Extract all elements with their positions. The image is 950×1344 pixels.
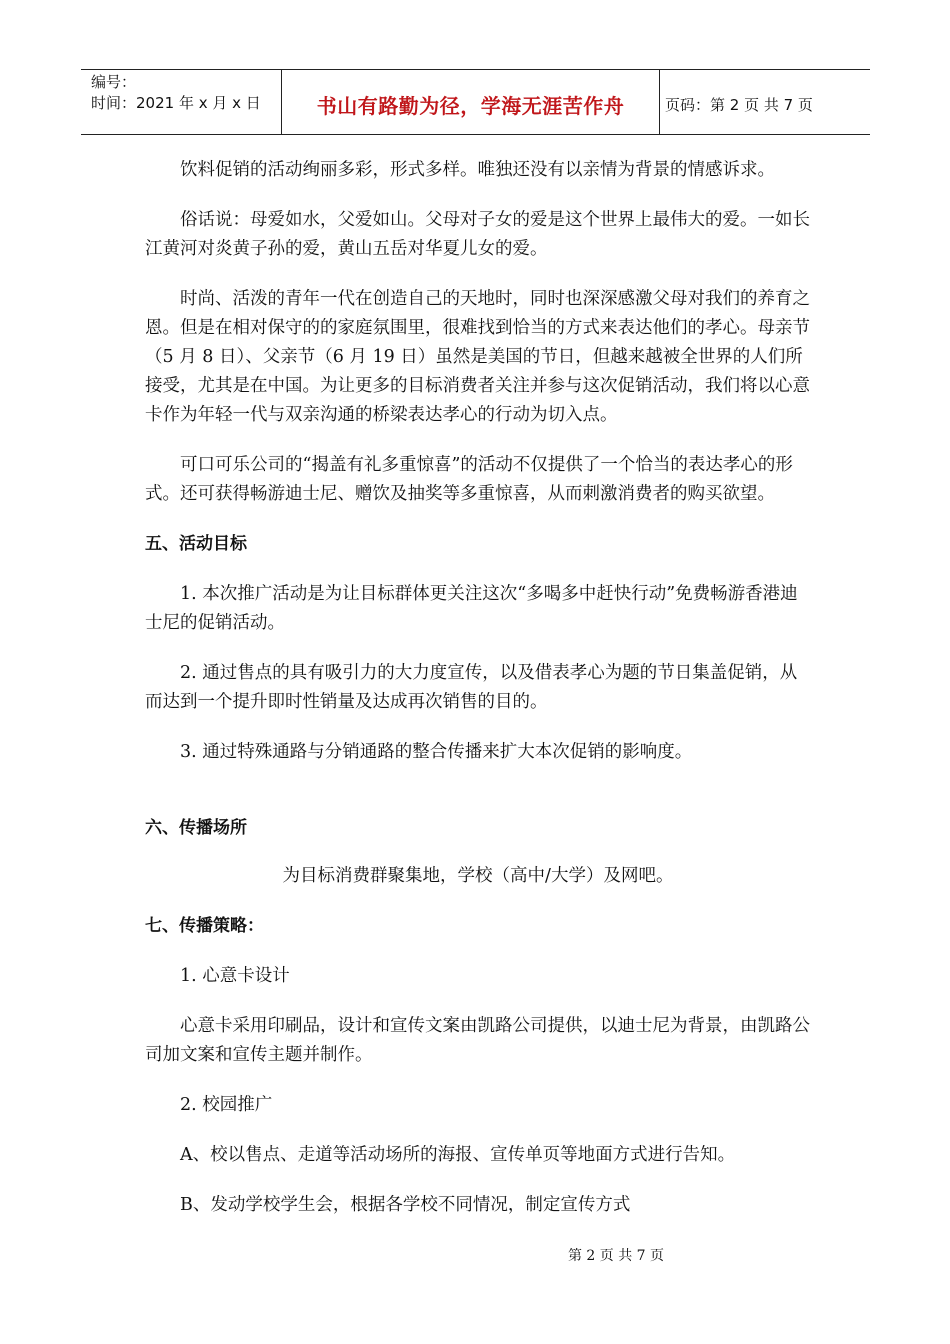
paragraph: 俗话说：母爱如水，父爱如山。父母对子女的爱是这个世界上最伟大的爱。一如长江黄河对炎黄子孙的爱，黄山五岳对华夏儿女的爱。: [145, 210, 810, 259]
page-header: [81, 69, 870, 135]
section-heading: 六、传播场所: [145, 818, 247, 838]
paragraph: 时尚、活泼的青年一代在创造自己的天地时，同时也深深感激父母对我们的养育之恩。但是在相对保守的的家庭氛围里，很难找到恰当的方式来表达他们的孝心。母亲节（5 月 8 日）、父亲节（6 月 19 日）虽然是美国的节日，但越来越被全世界的人们所接受，尤其是在中国。为让更多的目标消费者关注并参与这次促销活动，我们将以心意卡作为年轻一代与双亲沟通的桥梁表达孝心的行动为切入点。: [145, 289, 810, 425]
section-heading: 七、传播策略：: [145, 916, 264, 936]
header-motto-cell: [282, 70, 660, 134]
strategy-item: B、发动学校学生会，根据各学校不同情况，制定宣传方式: [180, 1195, 631, 1215]
header-page-info: 页码：第 2 页 共 7 页: [665, 95, 813, 114]
paragraph: 为目标消费群聚集地，学校（高中/大学）及网吧。: [282, 866, 674, 886]
section-heading: 五、活动目标: [145, 534, 247, 554]
page-footer: 第 2 页 共 7 页: [567, 1248, 665, 1264]
document-number-label: 编号：: [91, 73, 137, 91]
header-motto: 书山有路勤为径，学海无涯苦作舟: [316, 93, 625, 118]
document-date: 时间：2021 年 x 月 x 日: [91, 94, 261, 112]
strategy-item: 2. 校园推广: [180, 1095, 273, 1115]
paragraph: 饮料促销的活动绚丽多彩，形式多样。唯独还没有以亲情为背景的情感诉求。: [180, 160, 775, 180]
document-body: [145, 156, 811, 1220]
header-meta: [81, 70, 282, 134]
goal-item: 1. 本次推广活动是为让目标群体更关注这次“多喝多中赶快行动”免费畅游香港迪士尼的促销活动。: [145, 584, 798, 633]
paragraph: 心意卡采用印刷品，设计和宣传文案由凯路公司提供，以迪士尼为背景，由凯路公司加文案和宣传主题并制作。: [145, 1016, 810, 1065]
goal-item: 2. 通过售点的具有吸引力的大力度宣传，以及借表孝心为题的节日集盖促销，从而达到一个提升即时性销量及达成再次销售的目的。: [145, 663, 798, 712]
strategy-item: A、校以售点、走道等活动场所的海报、宣传单页等地面方式进行告知。: [180, 1145, 736, 1165]
paragraph: 可口可乐公司的“揭盖有礼多重惊喜”的活动不仅提供了一个恰当的表达孝心的形式。还可获得畅游迪士尼、赠饮及抽奖等多重惊喜，从而刺激消费者的购买欲望。: [145, 455, 793, 504]
goal-item: 3. 通过特殊通路与分销通路的整合传播来扩大本次促销的影响度。: [180, 742, 693, 762]
strategy-item: 1. 心意卡设计: [180, 966, 290, 986]
